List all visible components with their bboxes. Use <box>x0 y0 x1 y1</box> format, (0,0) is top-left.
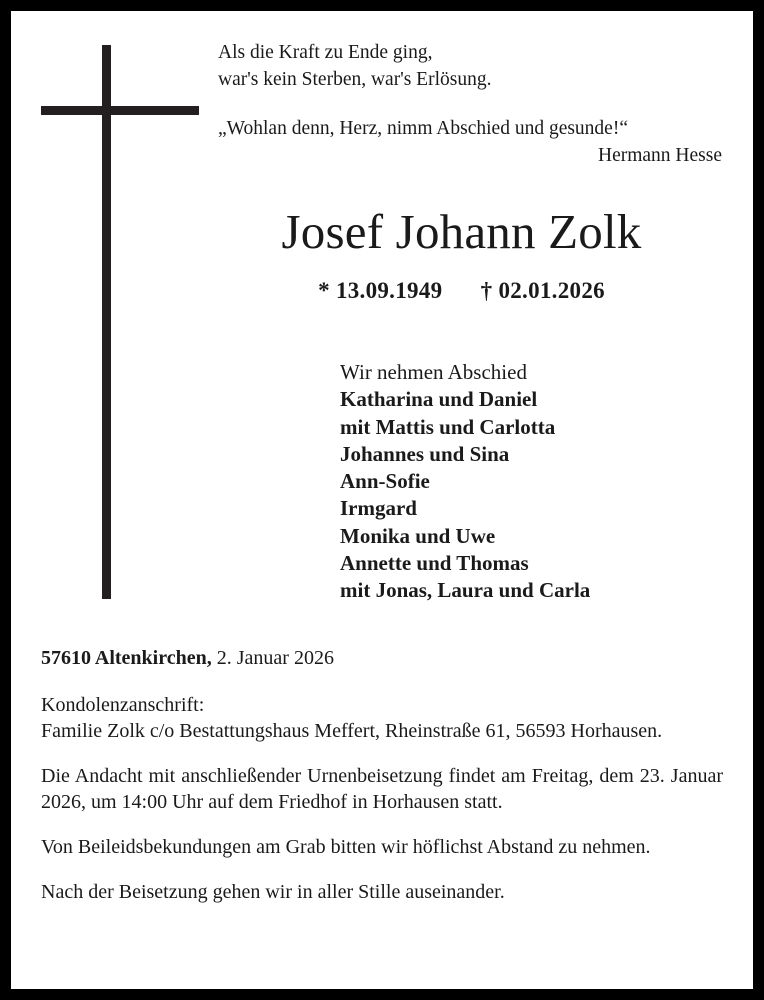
deceased-name: Josef Johann Zolk <box>281 204 642 259</box>
death-symbol: † <box>480 278 493 303</box>
quote-line-2: war's kein Sterben, war's Erlösung. <box>218 69 492 90</box>
notice-date: 2. Januar 2026 <box>211 647 334 669</box>
cross-horizontal-bar <box>41 106 199 115</box>
obituary-notice-page <box>11 11 753 989</box>
mourners-block <box>340 359 730 605</box>
mourner-name: mit Jonas, Laura und Carla <box>340 578 591 603</box>
condolence-heading: Kondolenzanschrift: <box>41 694 205 716</box>
mourners-intro: Wir nehmen Abschied <box>340 360 527 384</box>
memorial-quote-block <box>218 39 724 169</box>
birth-symbol: * <box>318 278 330 303</box>
mourner-name: Katharina und Daniel <box>340 387 538 412</box>
cross-vertical-bar <box>102 45 111 599</box>
place-name: 57610 Altenkirchen, <box>41 647 212 669</box>
place-and-date-line <box>41 645 723 671</box>
mourner-name: Ann-Sofie <box>340 469 430 494</box>
mourner-name: Johannes und Sina <box>340 441 510 466</box>
quote-spacer <box>218 93 724 115</box>
quote-line-1: Als die Kraft zu Ende ging, <box>218 42 433 63</box>
condolence-address: Familie Zolk c/o Bestattungshaus Meffert, Rheinstraße 61, 56593 Horhausen. <box>41 720 663 742</box>
birth-date: 13.09.1949 <box>335 278 443 303</box>
death-date: 02.01.2026 <box>498 278 605 303</box>
mourner-name: Annette und Thomas <box>340 551 529 576</box>
closing-paragraph: Nach der Beisetzung gehen wir in aller Stille auseinander. <box>41 881 505 903</box>
condolences-request-paragraph: Von Beileidsbekundungen am Grab bitten wir höflichst Abstand zu nehmen. <box>41 836 651 858</box>
service-details-paragraph: Die Andacht mit anschließender Urnenbeisetzung findet am Freitag, dem 23. Januar 2026, um 14:00 Uhr auf dem Friedhof in Horhausen statt. <box>41 765 723 813</box>
mourner-name: mit Mattis und Carlotta <box>340 414 556 439</box>
mourner-name: Monika und Uwe <box>340 523 496 548</box>
life-dates <box>199 278 724 304</box>
christian-cross-icon <box>41 45 199 599</box>
mourner-name: Irmgard <box>340 496 417 521</box>
notice-details-block <box>41 645 723 905</box>
quote-line-3: „Wohlan denn, Herz, nimm Abschied und gesunde!“ <box>218 118 628 139</box>
quote-attribution: Hermann Hesse <box>598 145 722 166</box>
